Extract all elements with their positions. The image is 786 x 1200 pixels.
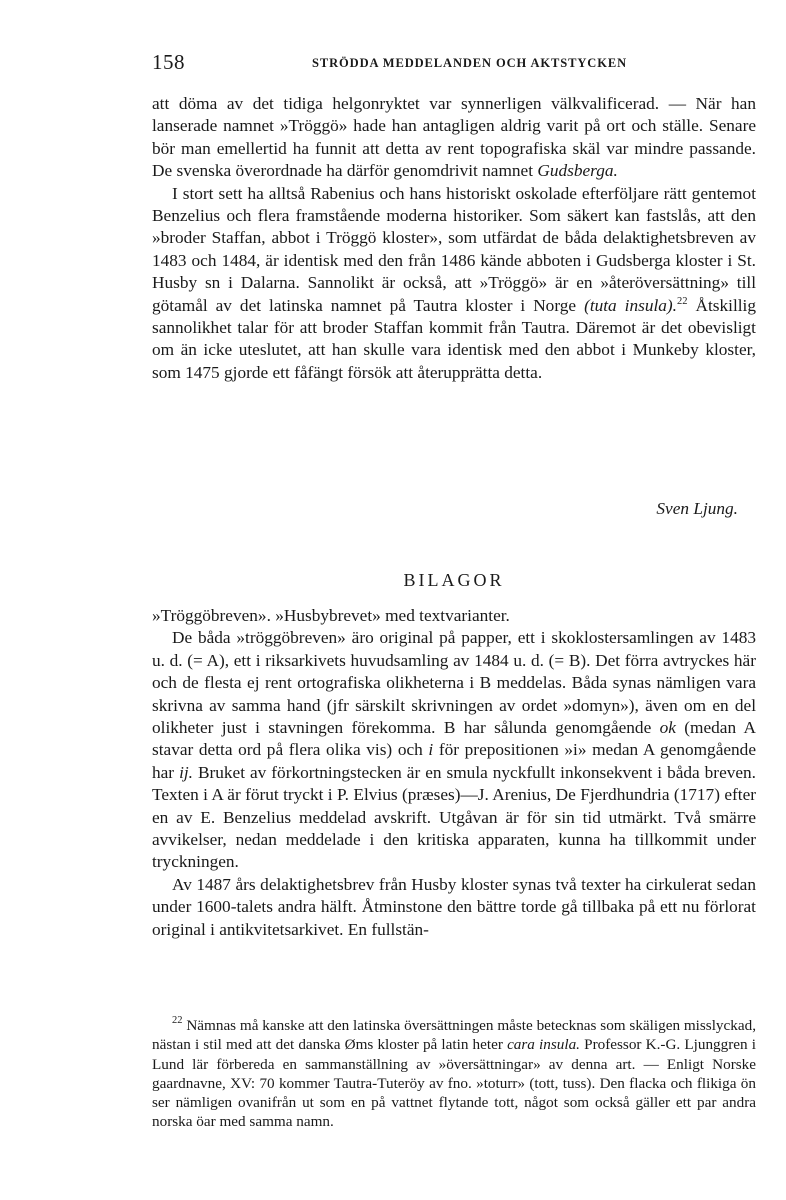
footnote-reference[interactable]: 22 — [677, 295, 688, 307]
author-signature: Sven Ljung. — [656, 499, 738, 518]
article-paragraph-1: att döma av det tidiga helgonryktet var synnerligen välkvalificerad. — När han lanserade namnet »Tröggö» hade han antagligen aldrig varit på ort och ställe. Senare bör man emellertid ha funnit att detta av rent topografiska skäl var mindre passande. De svenska överordnade ha därför genomdrivit namnet Gudsberga. — [152, 94, 756, 181]
appendix-paragraph-2: Av 1487 års delaktighetsbrev från Husby kloster synas två texter ha cirkulerat sedan under 1600-talets andra hälft. Åtminstone den bättre torde gå tillbaka på ett nu förlorat original i antikvitetsarkivet. En fullstän- — [152, 874, 756, 939]
appendix-body — [152, 605, 756, 941]
place-name-italic: Gudsberga. — [537, 161, 618, 181]
footnote — [152, 1016, 756, 1132]
running-title: STRÖDDA MEDDELANDEN OCH AKTSTYCKEN — [312, 56, 628, 70]
page-header — [152, 50, 762, 80]
page-number: 158 — [152, 50, 185, 74]
appendix-paragraph-1: De båda »tröggöbreven» äro original på papper, ett i skoklostersamlingen av 1483 u. d. (= A), ett i riksarkivets huvudsamling av 1484 u. d. (= B). Det förra avtryckes här och de flesta ej rent ortografiska olikheterna i B meddelas. Båda synas nämligen vara skrivna av samma hand (jfr särskilt skrivningen av ordet »domyn»), även om en del olikheter just i stavningen förekomma. B har sålunda genomgående ok (medan A stavar detta ord på flera olika vis) och i för prepositionen »i» medan A genomgående har ij. Bruket av förkortningstecken är en smula nyckfullt inkonsekvent i båda breven. Texten i A är förut tryckt i P. Elvius (præses)—J. Arenius, De Fjerdhundria (1717) efter en av E. Benzelius meddelad avskrift. Utgåvan är för sin tid utmärkt. Två smärre avvikelser, nedan meddelade i den kritiska apparaten, kunna ha tillkommit under tryckningen. — [152, 628, 757, 872]
footnote-number: 22 — [172, 1015, 183, 1026]
footnote-22: $^{22}$ Nämnas må kanske att den latinska översättningen måste betecknas som skäligen misslyckad, nästan i stil med att det danska Øms kloster på latin heter cara insula. Professor K.-G. Ljunggren i Lund lär förbereda en sammanställning av »översättningar» av denna art. — Enligt Norske gaardnavne, XV: 70 kommer Tautra-Tuteröy av fno. »toturr» (tott, tuss). Den flacka och flikiga ön ser nämligen ovanifrån ut som en på vattnet flytande tott, något som också gäller ett par andra norska öar med samma namn. — [152, 1015, 756, 1131]
section-heading: BILAGOR — [403, 570, 505, 590]
article-paragraph-2: I stort sett ha alltså Rabenius och hans historiskt oskolade efterföljare rätt gentemot Benzelius och flera framstående moderna historiker. Som säkert kan fastslås, att den »broder Staffan, abbot i Tröggö kloster», som utfärdat de båda delaktighetsbreven av 1483 och 1484, är identisk med den från 1486 kände abboten i Gudsberga kloster i St. Husby sn i Dalarna. Sannolikt är också, att »Tröggö» är en »återöversättning» till götamål av det latinska namnet på Tautra kloster i Norge (tuta insula).$^{22}$ Åtskillig sannolikhet talar för att broder Staffan kommit från Tautra. Däremot är det obevisligt om än icke uteslutet, att han skulle vara identisk med den abbot i Munkeby kloster, som 1475 gjorde ett fåfängt försök att återupprätta detta. — [152, 183, 756, 382]
latin-name-italic: (tuta insula). — [584, 295, 678, 315]
article-body — [152, 93, 756, 384]
appendix-intro: »Tröggöbreven». »Husbybrevet» med textvarianter. — [152, 606, 510, 625]
